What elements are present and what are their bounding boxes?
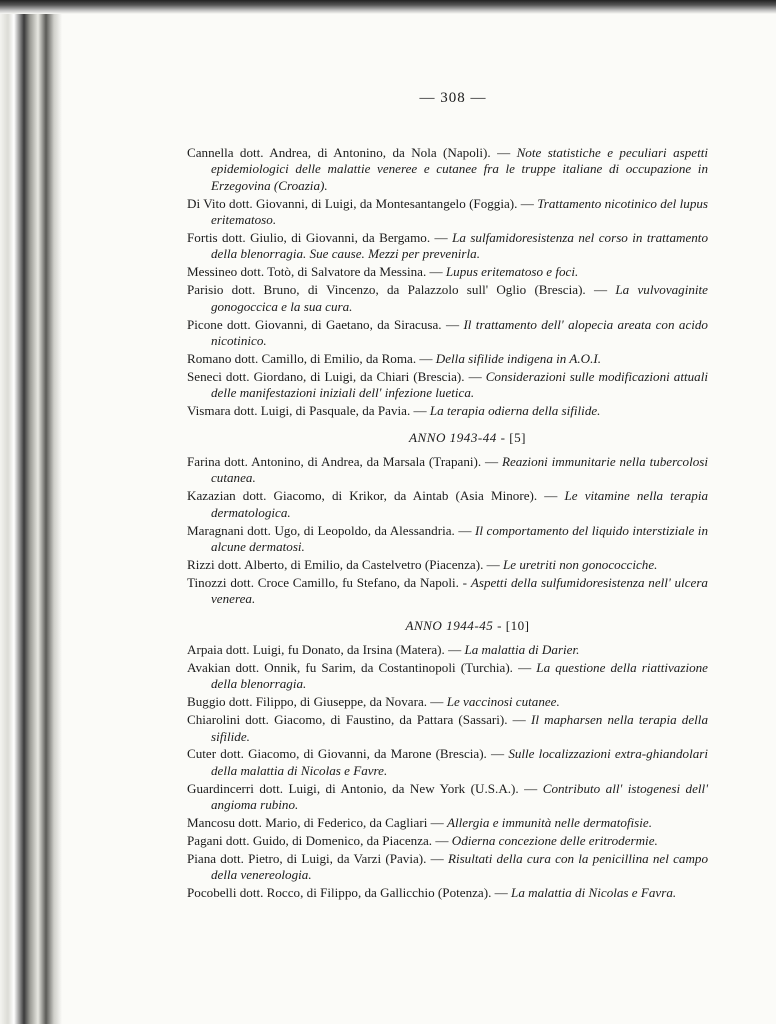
entry-author: Tinozzi dott. Croce Camillo, fu Stefano, da Napoli. - — [187, 574, 468, 590]
entry-author: Guardincerri dott. Luigi, di Antonio, da New York (U.S.A.). — — [187, 780, 538, 796]
list-item — [187, 145, 708, 194]
entry-title: Considerazioni sulle modificazioni attuali delle manifestazioni iniziali dell' infezione luetica. — [211, 368, 708, 401]
list-item — [187, 317, 708, 350]
list-item — [187, 642, 708, 658]
entry-title: Aspetti della sulfumidoresistenza nell' ulcera venerea. — [211, 574, 708, 607]
entry-author: Pocobelli dott. Rocco, di Filippo, da Gallicchio (Potenza). — — [187, 885, 508, 901]
entry-author: Messineo dott. Totò, di Salvatore da Messina. — — [187, 264, 443, 280]
list-item — [187, 282, 708, 315]
page-number: — 308 — — [419, 90, 487, 106]
entry-title: La sulfamidoresistenza nel corso in trattamento della blenorragia. Sue cause. Mezzi per prevenirla. — [211, 230, 708, 262]
entry-author: Seneci dott. Giordano, di Luigi, da Chiari (Brescia). — — [187, 368, 482, 384]
list-item — [187, 196, 708, 229]
entry-title: Le vaccinosi cutanee. — [446, 694, 560, 710]
entry-author: Cuter dott. Giacomo, di Giovanni, da Marone (Brescia). — — [187, 746, 505, 762]
entry-title: La terapia odierna della sifilide. — [429, 403, 601, 419]
entry-author: Picone dott. Giovanni, di Gaetano, da Siracusa. — — [187, 316, 460, 332]
entry-title: Sulle localizzazioni extra-ghiandolari della malattia di Nicolas e Favre. — [211, 746, 708, 778]
list-item — [187, 851, 708, 884]
list-item — [187, 746, 708, 779]
list-item — [187, 369, 708, 402]
entry-author: Mancosu dott. Mario, di Federico, da Cagliari — — [187, 815, 444, 831]
entry-title: Trattamento nicotinico del lupus eritematoso. — [211, 195, 709, 228]
thesis-list — [187, 145, 708, 903]
entry-author: Di Vito dott. Giovanni, di Luigi, da Montesantangelo (Foggia). — — [187, 195, 534, 211]
entry-author: Fortis dott. Giulio, di Giovanni, da Bergamo. — — [187, 230, 448, 246]
entry-author: Piana dott. Pietro, di Luigi, da Varzi (Pavia). — — [187, 850, 444, 866]
entry-title: Il trattamento dell' alopecia areata con acido nicotinico. — [211, 316, 708, 348]
list-item — [187, 488, 708, 521]
section-heading — [187, 618, 708, 634]
entry-author: Vismara dott. Luigi, di Pasquale, da Pavia. — — [187, 403, 427, 419]
entry-title: Il comportamento del liquido interstiziale in alcune dermatosi. — [211, 522, 708, 554]
entry-author: Maragnani dott. Ugo, di Leopoldo, da Alessandria. — — [187, 522, 472, 538]
list-item — [187, 575, 708, 608]
list-item — [187, 351, 708, 367]
entry-title: La malattia di Darier. — [464, 641, 580, 657]
list-item — [187, 815, 708, 831]
entry-title: La vulvovaginite gonogoccica e la sua cura. — [211, 282, 708, 314]
list-item — [187, 660, 708, 693]
list-item — [187, 523, 708, 556]
entry-title: Contributo all' istogenesi dell' angioma rubino. — [211, 780, 708, 813]
list-item — [187, 403, 708, 419]
entry-title: La malattia di Nicolas e Favra. — [511, 885, 677, 901]
list-item — [187, 712, 708, 745]
entry-author: Rizzi dott. Alberto, di Emilio, da Castelvetro (Piacenza). — — [187, 556, 500, 572]
list-item — [187, 833, 708, 849]
entry-title: Il mapharsen nella terapia della sifilide. — [211, 712, 708, 744]
entry-author: Avakian dott. Onnik, fu Sarim, da Costantinopoli (Turchia). — — [187, 659, 532, 675]
list-item — [187, 264, 708, 280]
entry-title: Reazioni immunitarie nella tubercolosi cutanea. — [211, 453, 709, 486]
section-count: - [5] — [500, 429, 527, 445]
list-item — [187, 885, 708, 901]
entry-author: Cannella dott. Andrea, di Antonino, da Nola (Napoli). — — [187, 145, 511, 160]
entry-title: Le vitamine nella terapia dermatologica. — [211, 488, 708, 520]
entry-author: Buggio dott. Filippo, di Giuseppe, da Novara. — — [187, 694, 444, 710]
entry-title: Risultati della cura con la penicillina nel campo della venereologia. — [211, 850, 708, 883]
entry-title: La questione della riattivazione della blenorragia. — [211, 659, 708, 692]
entry-title: Le uretriti non gonococciche. — [503, 556, 658, 572]
section-count: - [10] — [497, 617, 530, 633]
section — [187, 618, 708, 902]
section-heading — [187, 430, 708, 446]
section — [187, 145, 708, 420]
entry-title: Allergia e immunità nelle dermatofisie. — [447, 815, 652, 831]
entry-author: Arpaia dott. Luigi, fu Donato, da Irsina (Matera). — — [187, 641, 462, 657]
list-item — [187, 694, 708, 710]
list-item — [187, 230, 708, 263]
section-year: ANNO 1943-44 — [408, 429, 497, 445]
entry-author: Romano dott. Camillo, di Emilio, da Roma. — — [187, 350, 433, 366]
entry-author: Pagani dott. Guido, di Domenico, da Piacenza. — — [187, 832, 449, 848]
section-year: ANNO 1944-45 — [405, 617, 494, 633]
entry-author: Kazazian dott. Giacomo, di Krikor, da Aintab (Asia Minore). — — [187, 488, 558, 504]
entry-author: Parisio dott. Bruno, di Vincenzo, da Palazzolo sull' Oglio (Brescia). — — [187, 282, 608, 298]
list-item — [187, 557, 708, 573]
entry-title: Note statistiche e peculiari aspetti epidemiologici delle malattie veneree e cutanee fra le truppe italiane di occupazione in Erzegovina (Croazia). — [211, 145, 708, 193]
section — [187, 430, 708, 608]
entry-author: Farina dott. Antonino, di Andrea, da Marsala (Trapani). — — [187, 453, 499, 469]
entry-title: Della sifilide indigena in A.O.I. — [435, 350, 602, 366]
list-item — [187, 454, 708, 487]
page-top-edge — [0, 0, 776, 14]
entry-title: Lupus eritematoso e foci. — [445, 264, 579, 280]
entry-author: Chiarolini dott. Giacomo, di Faustino, da Pattara (Sassari). — — [187, 712, 526, 728]
list-item — [187, 781, 708, 814]
book-binding-edge — [0, 0, 62, 1024]
entry-title: Odierna concezione delle eritrodermie. — [451, 832, 658, 848]
